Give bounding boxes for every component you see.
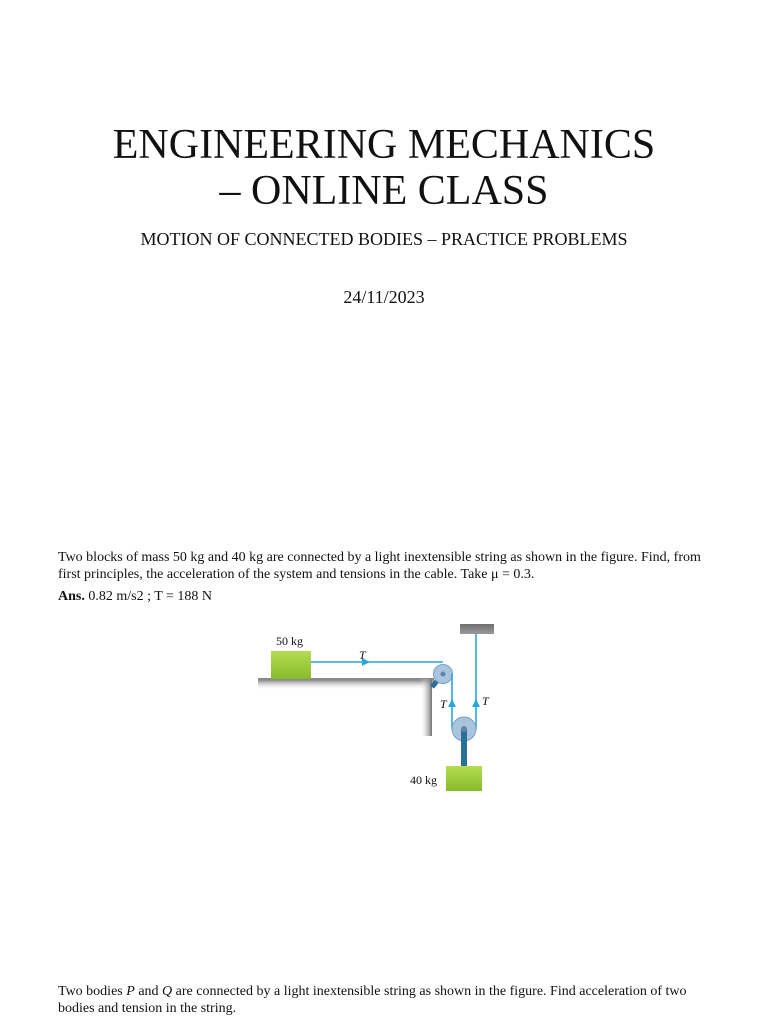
table-wall xyxy=(420,679,432,736)
ceiling xyxy=(460,624,494,634)
problem-2-part3: are connected by a light inextensible string as shown in the figure. Find acceleration of two bodies and tension in the string. xyxy=(58,984,687,1016)
corner-pulley-hub xyxy=(441,672,446,677)
page-date: 24/11/2023 xyxy=(343,287,425,307)
answer-value: 0.82 m/s2 ; T = 188 N xyxy=(88,589,213,604)
tension-arrow-left xyxy=(448,699,456,707)
title-line-1: ENGINEERING MECHANICS xyxy=(112,122,656,168)
block-40kg-label: 40 kg xyxy=(410,773,437,787)
tension-label-right: T xyxy=(482,694,489,708)
tension-label-horizontal: T xyxy=(359,648,366,662)
body-p: P xyxy=(126,984,135,999)
problem-2-part1: Two bodies xyxy=(58,984,127,999)
block-50kg xyxy=(271,651,311,679)
tension-arrow-right xyxy=(472,699,480,707)
body-q: Q xyxy=(162,984,173,999)
problem-1-text: Two blocks of mass 50 kg and 40 kg are connected by a light inextensible string as shown in the figure. Find, from first principles, the acceleration of the system and tensions in the cable. Take μ = 0.3. xyxy=(58,550,701,582)
problem-2-text xyxy=(58,983,718,1017)
title-line-2: – ONLINE CLASS xyxy=(219,168,549,214)
problem-2-part2: and xyxy=(134,984,163,999)
page-subtitle: MOTION OF CONNECTED BODIES – PRACTICE PROBLEMS xyxy=(140,229,628,249)
movable-pulley-hub xyxy=(461,726,467,732)
movable-pulley-hanger xyxy=(461,729,467,766)
tension-label-left: T xyxy=(440,697,447,711)
block-50kg-label: 50 kg xyxy=(276,634,303,648)
answer-label: Ans. xyxy=(58,589,85,604)
block-40kg xyxy=(446,766,482,791)
table-surface xyxy=(258,679,434,690)
